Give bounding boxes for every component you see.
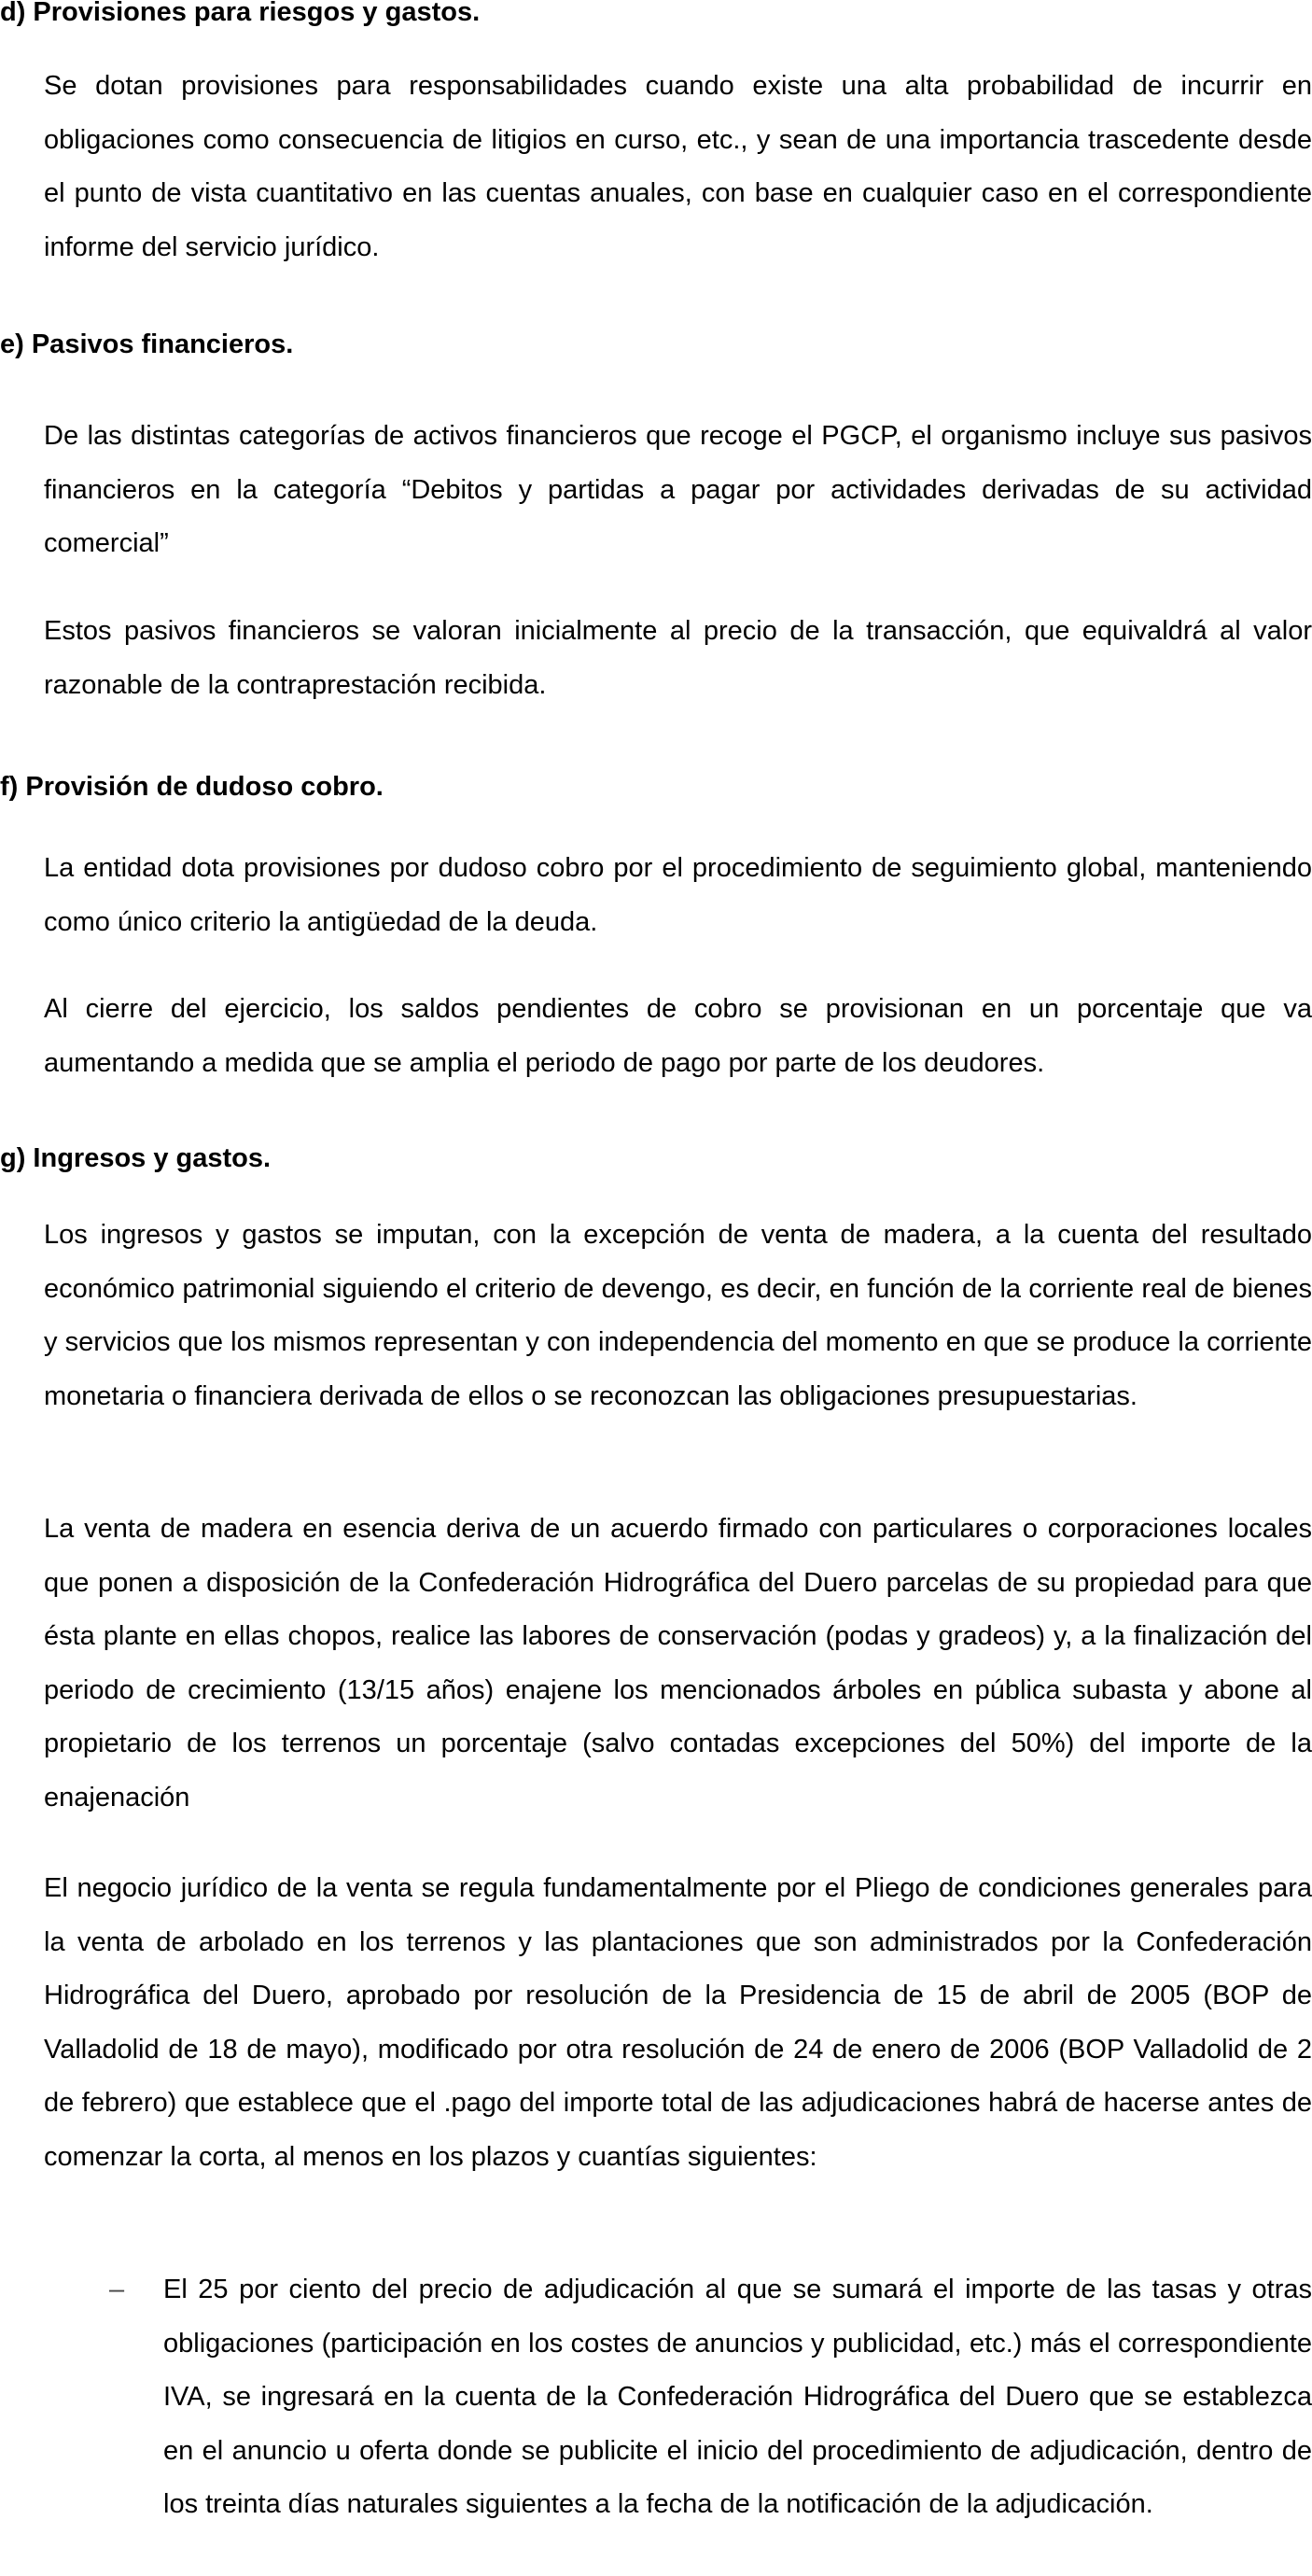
section-heading-d: d) Provisiones para riesgos y gastos. <box>0 0 481 27</box>
paragraph-ingresos-devengo: Los ingresos y gastos se imputan, con la excepción de venta de madera, a la cuenta del resultado económico patrimonial siguiendo el criterio de devengo, es decir, en función de la corriente real de bienes y servicios que los mismos representan y con independencia del momento en que se produce la corriente monetaria o financiera derivada de ellos o se reconozcan las obligaciones presupuestarias. <box>44 1220 1312 1411</box>
paragraph-pasivos-valoracion: Estos pasivos financieros se valoran inicialmente al precio de la transacción, que equivaldrá al valor razonable de la contraprestación recibida. <box>44 616 1312 700</box>
section-heading-e: e) Pasivos financieros. <box>0 329 294 359</box>
section-heading-g: g) Ingresos y gastos. <box>0 1143 272 1173</box>
list-item-text: El 25 por ciento del precio de adjudicación al que se sumará el importe de las tasas y otras obligaciones (participación en los costes de anuncios y publicidad, etc.) más el correspondiente IVA, se ingresará en la cuenta de la Confederación Hidrográfica del Duero que se establezca en el anuncio u oferta donde se publicite el inicio del procedimiento de adjudicación, dentro de los treinta días naturales siguientes a la fecha de la notificación de la adjudicación. <box>163 2275 1312 2519</box>
paragraph-pasivos-categorias: De las distintas categorías de activos financieros que recoge el PGCP, el organismo incluye sus pasivos financieros en la categoría “Debitos y partidas a pagar por actividades derivadas de su actividad comercial” <box>44 421 1312 558</box>
paragraph-dudoso-cobro-criterio: La entidad dota provisiones por dudoso cobro por el procedimiento de seguimiento global, manteniendo como único criterio la antigüedad de la deuda. <box>44 853 1312 937</box>
paragraph-venta-madera: La venta de madera en esencia deriva de un acuerdo firmado con particulares o corporaciones locales que ponen a disposición de la Confederación Hidrográfica del Duero parcelas de su propiedad para que ésta plante en ellas chopos, realice las labores de conservación (podas y gradeos) y, a la finalización del periodo de crecimiento (13/15 años) enajene los mencionados árboles en pública subasta y abone al propietario de los terrenos un porcentaje (salvo contadas excepciones del 50%) del importe de la enajenación <box>44 1514 1312 1813</box>
list-item-plazo-pago <box>44 2263 1312 2532</box>
paragraph-dudoso-cobro-porcentaje: Al cierre del ejercicio, los saldos pendientes de cobro se provisionan en un porcentaje que va aumentando a medida que se amplia el periodo de pago por parte de los deudores. <box>44 994 1312 1078</box>
paragraph-negocio-juridico: El negocio jurídico de la venta se regula fundamentalmente por el Pliego de condiciones generales para la venta de arbolado en los terrenos y las plantaciones que son administrados por la Confederación Hidrográfica del Duero, aprobado por resolución de la Presidencia de 15 de abril de 2005 (BOP de Valladolid de 18 de mayo), modificado por otra resolución de 24 de enero de 2006 (BOP Valladolid de 2 de febrero) que establece que el .pago del importe total de las adjudicaciones habrá de hacerse antes de comenzar la corta, al menos en los plazos y cuantías siguientes: <box>44 1873 1312 2172</box>
section-heading-f: f) Provisión de dudoso cobro. <box>0 772 384 802</box>
dash-bullet-marker: – <box>109 2275 125 2304</box>
paragraph-provisiones-riesgos: Se dotan provisiones para responsabilidades cuando existe una alta probabilidad de incurrir en obligaciones como consecuencia de litigios en curso, etc., y sean de una importancia trascedente desde el punto de vista cuantitativo en las cuentas anuales, con base en cualquier caso en el correspondiente informe del servicio jurídico. <box>44 71 1312 262</box>
